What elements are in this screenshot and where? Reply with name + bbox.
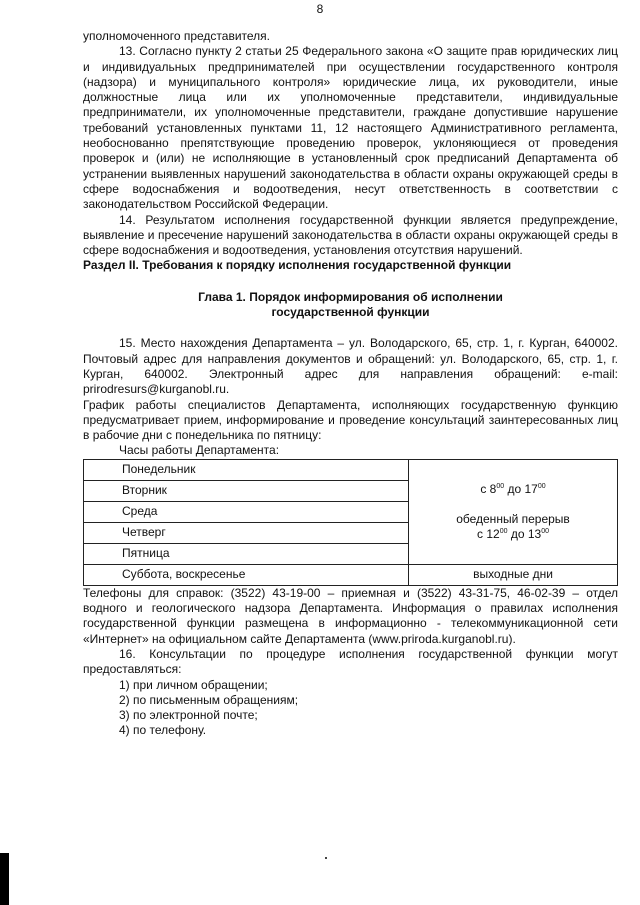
consultation-list: [83, 678, 618, 739]
paragraph-14: 14. Результатом исполнения государственной функции является предупреждение, выявление и пресечение нарушений законодательства в области охраны окружающей среды в сфере водоснабжения и водоотведения, установления отсутствия нарушений.: [83, 212, 618, 258]
day-cell: Пятница: [84, 543, 409, 564]
paragraph-15: 15. Место нахождения Департамента – ул. Володарского, 65, стр. 1, г. Курган, 640002. Почтовый адрес для направления документов и обращений: ул. Володарского, 65, стр. 1, г. Курган, 640002. Электронный адрес для направления обращений: e-mail: prirodresurs@kurganobl.ru.: [83, 336, 618, 397]
list-item: 4) по телефону.: [119, 723, 207, 738]
scan-speck: [325, 857, 327, 859]
paragraph-continuation: уполномоченного представителя.: [83, 29, 271, 43]
list-item: 1) при личном обращении;: [119, 677, 268, 692]
work-hours-cell: [409, 459, 618, 564]
list-item: 3) по электронной почте;: [119, 708, 258, 723]
paragraph-13: 13. Согласно пункту 2 статьи 25 Федерального закона «О защите прав юридических лиц и индивидуальных предпринимателей при осуществлении государственного контроля (надзора) и муниципального контроля» юридические лица, их руководители, иные должностные лица или их уполномоченные представители, индивидуальные предприниматели, их уполномоченные представители, граждане допустившие нарушение требований установленных пунктами 11, 12 настоящего Административного регламента, необоснованно препятствующие проведению проверок, уклоняющиеся от проведения проверок и (или) не исполняющие в установленный срок предписаний Департамента об устранении выявленных нарушений законодательства в области охраны окружающей среды в сфере водоснабжения и водоотведения, несут ответственность в соответствии с законодательством Российской Федерации.: [83, 44, 618, 212]
hours-label: Часы работы Департамента:: [119, 443, 280, 458]
day-cell: Среда: [84, 501, 409, 522]
section-heading: Раздел II. Требования к порядку исполнения государственной функции: [83, 258, 512, 273]
hours-table: [83, 459, 618, 586]
day-cell: Понедельник: [84, 459, 409, 480]
list-item: 2) по письменным обращениям;: [119, 692, 299, 707]
weekend-cell: Суббота, воскресенье: [84, 564, 409, 585]
chapter-heading-line-1: Глава 1. Порядок информирования об исполнении: [198, 289, 503, 304]
lunch-label: обеденный перерыв: [456, 511, 570, 526]
day-cell: Вторник: [84, 480, 409, 501]
chapter-heading: [83, 290, 618, 321]
table-row: [84, 459, 618, 480]
paragraph-16: 16. Консультации по процедуре исполнения государственной функции могут предоставляться:: [83, 646, 618, 677]
lunch-hours: с $12^{00}$ до $13^{00}$: [477, 526, 549, 541]
paragraph-phones: Телефоны для справок: (3522) 43-19-00 – приемная и (3522) 43-31-75, 46-02-39 – отдел водного и геологического надзора Департамента. Информация о правилах исполнения государственной функции размещена в информационно - телекоммуникационной сети «Интернет» на официальном сайте Департамента (www.priroda.kurganobl.ru).: [83, 585, 618, 646]
paragraph-schedule: График работы специалистов Департамента, исполняющих государственную функцию предусматривает прием, информирование и проведение консультаций заинтересованных лиц в рабочие дни с понедельника по пятницу:: [83, 397, 618, 443]
weekend-value-cell: выходные дни: [409, 564, 618, 585]
work-hours: с $8^{00}$ до $17^{00}$: [480, 481, 546, 496]
table-row: [84, 564, 618, 585]
page-number: 8: [316, 2, 324, 16]
day-cell: Четверг: [84, 522, 409, 543]
chapter-heading-line-2: государственной функции: [271, 305, 430, 320]
scan-edge-bar: [0, 853, 9, 905]
document-body: [83, 29, 618, 739]
